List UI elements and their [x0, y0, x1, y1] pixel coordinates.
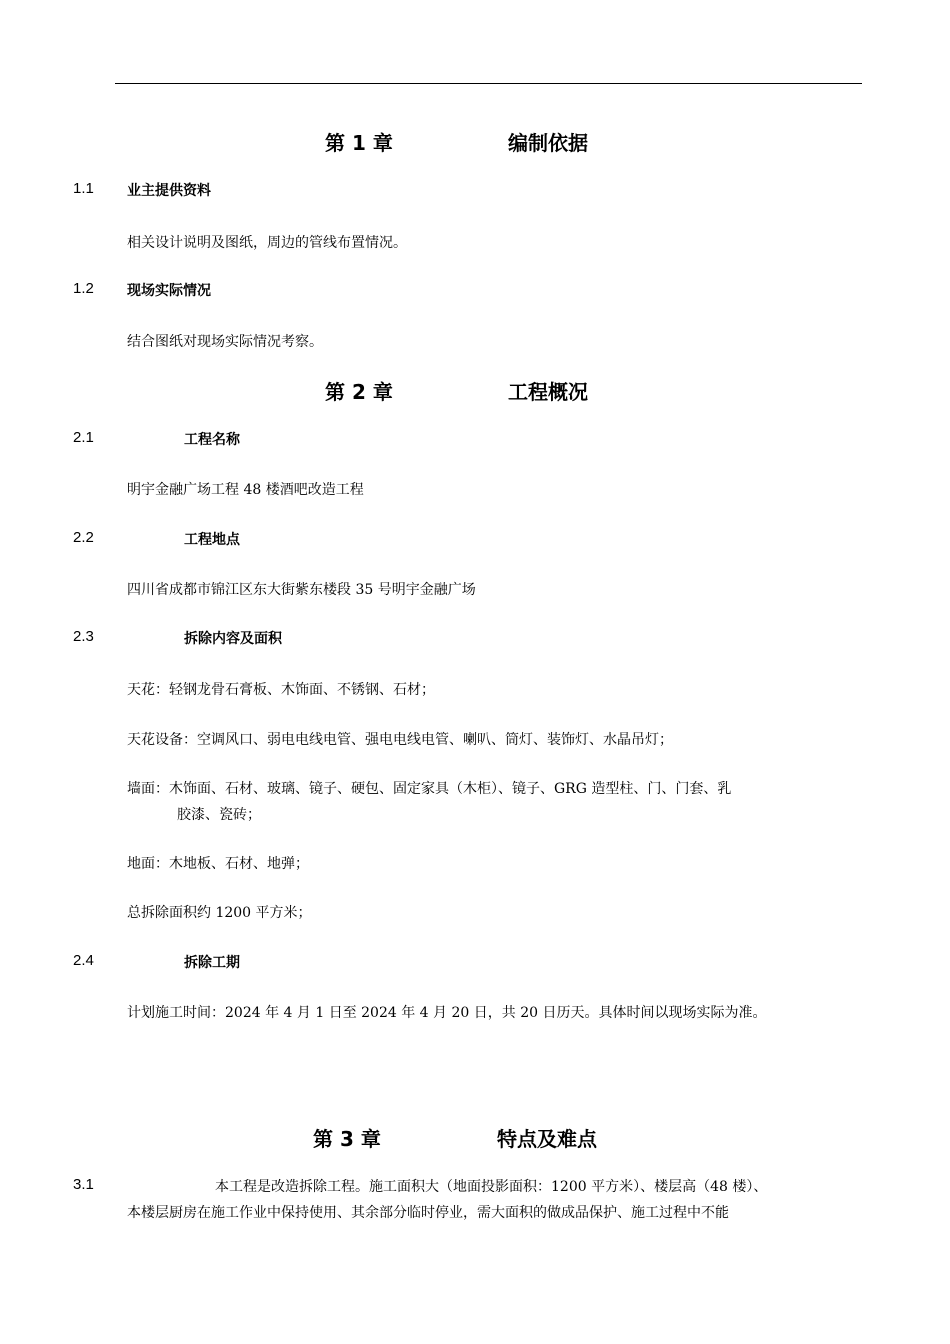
chapter-1-label: 第 1 章	[325, 131, 393, 155]
chapter-1-title: 编制依据	[508, 131, 588, 155]
section-2-4-title: 拆除工期	[184, 955, 240, 971]
section-2-1-number: 2.1	[73, 429, 94, 446]
section-2-3-title: 拆除内容及面积	[184, 631, 282, 647]
paragraph-3-1-line2: 本楼层厨房在施工作业中保持使用、其余部分临时停业，需大面积的做成品保护、施工过程中不能	[127, 1205, 729, 1221]
section-1-2-number: 1.2	[73, 280, 94, 297]
section-3-1-number: 3.1	[73, 1176, 94, 1193]
paragraph-2-2: 四川省成都市锦江区东大街紫东楼段 35 号明宇金融广场	[127, 582, 476, 598]
paragraph-3-1-line1: 本工程是改造拆除工程。施工面积大（地面投影面积：1200 平方米）、楼层高（48 楼）、	[215, 1179, 768, 1195]
paragraph-2-3-floor: 地面：木地板、石材、地弹；	[127, 856, 309, 872]
section-1-1-number: 1.1	[73, 180, 94, 197]
paragraph-2-4: 计划施工时间：2024 年 4 月 1 日至 2024 年 4 月 20 日，共 20 日历天。具体时间以现场实际为准。	[127, 1005, 767, 1021]
chapter-3-label: 第 3 章	[313, 1127, 381, 1151]
section-1-1-title: 业主提供资料	[127, 183, 211, 199]
paragraph-2-3-ceiling-equipment: 天花设备：空调风口、弱电电线电管、强电电线电管、喇叭、筒灯、装饰灯、水晶吊灯；	[127, 732, 673, 748]
chapter-2-label: 第 2 章	[325, 380, 393, 404]
chapter-3-title: 特点及难点	[497, 1127, 597, 1151]
section-2-3-number: 2.3	[73, 628, 94, 645]
section-2-2-number: 2.2	[73, 529, 94, 546]
section-2-4-number: 2.4	[73, 952, 94, 969]
header-rule	[115, 83, 862, 84]
paragraph-1-1: 相关设计说明及图纸，周边的管线布置情况。	[127, 235, 407, 251]
paragraph-2-1: 明宇金融广场工程 48 楼酒吧改造工程	[127, 482, 364, 498]
section-2-2-title: 工程地点	[184, 532, 240, 548]
paragraph-2-3-wall-line2: 胶漆、瓷砖；	[177, 807, 261, 823]
paragraph-1-2: 结合图纸对现场实际情况考察。	[127, 334, 323, 350]
section-2-1-title: 工程名称	[184, 432, 240, 448]
paragraph-2-3-wall-line1: 墙面：木饰面、石材、玻璃、镜子、硬包、固定家具（木柜）、镜子、GRG 造型柱、门、门套、乳	[127, 781, 732, 797]
chapter-2-title: 工程概况	[508, 380, 588, 404]
paragraph-2-3-total-area: 总拆除面积约 1200 平方米；	[127, 905, 312, 921]
paragraph-2-3-ceiling: 天花：轻钢龙骨石膏板、木饰面、不锈钢、石材；	[127, 682, 435, 698]
section-1-2-title: 现场实际情况	[127, 283, 211, 299]
